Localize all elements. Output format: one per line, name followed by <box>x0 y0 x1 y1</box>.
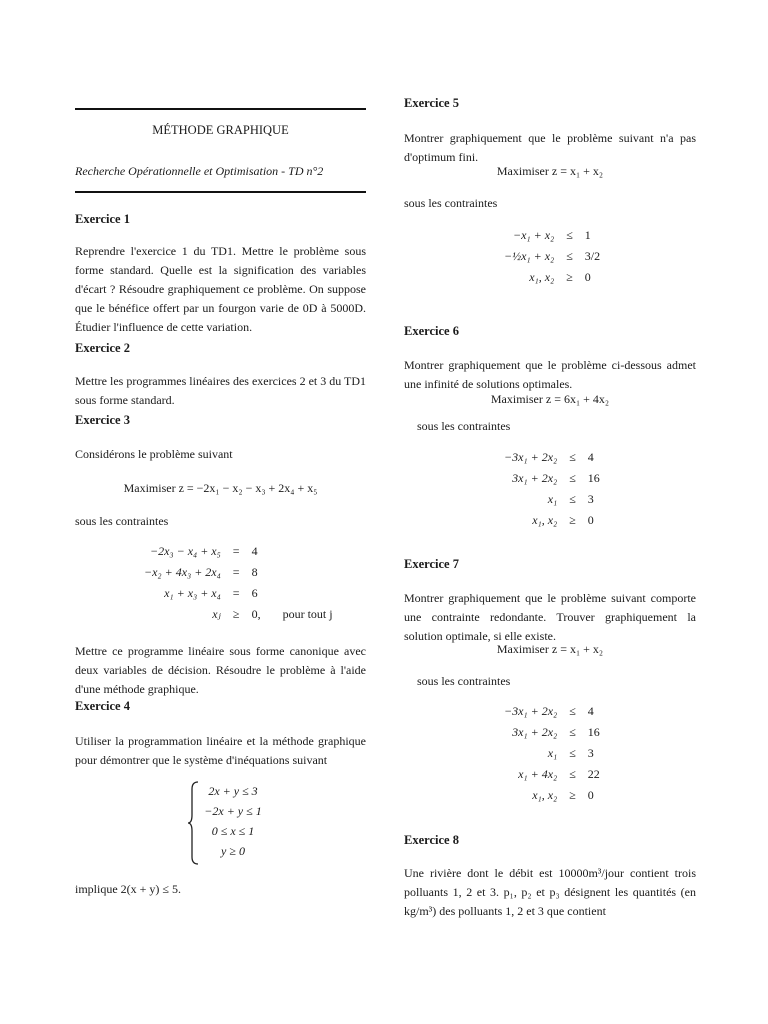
constraint-lhs: x₁ <box>547 746 558 760</box>
constraint-op: ≥ <box>569 788 576 802</box>
constraint-rhs: 4 <box>251 544 258 558</box>
system-line: 0 ≤ x ≤ 1 <box>211 824 255 838</box>
constraint-lhs: x₁, x₂ <box>532 788 558 802</box>
exercise-6-sous: sous les contraintes <box>417 419 511 433</box>
exercise-8-title: Exercice 8 <box>404 833 459 847</box>
constraint-op: ≥ <box>232 607 240 621</box>
exercise-2-text: Mettre les programmes linéaires des exercices 2 et 3 du TD1 sous forme standard. <box>75 374 367 407</box>
constraint-rhs: 16 <box>587 471 600 485</box>
constraint-note: pour tout j <box>282 607 333 621</box>
constraint-row <box>140 583 337 604</box>
constraint-row <box>500 743 604 764</box>
system-line: y ≥ 0 <box>221 844 245 858</box>
page-subtitle: Recherche Opérationnelle et Optimisation - TD n°2 <box>75 164 324 178</box>
constraint-row <box>500 510 604 531</box>
exercise-5-title: Exercice 5 <box>404 96 459 110</box>
constraint-lhs: x₁ + x₃ + x₄ <box>164 586 221 600</box>
constraint-lhs: −3x₁ + 2x₂ <box>504 450 558 464</box>
constraint-lhs: x₁, x₂ <box>529 270 555 284</box>
constraint-op: ≤ <box>569 450 576 464</box>
constraint-lhs: 3x₁ + 2x₂ <box>512 725 558 739</box>
exercise-7-text: Montrer graphiquement que le problème suivant comporte une contrainte redondante. Trouver graphiquement la solution optimale, si elle existe. <box>404 591 696 643</box>
constraint-rhs: 0 <box>587 513 594 527</box>
system-line: 2x + y ≤ 3 <box>208 784 258 798</box>
constraint-rhs: 0, <box>251 607 261 621</box>
exercise-3-intro: Considérons le problème suivant <box>75 447 233 461</box>
system-line: −2x + y ≤ 1 <box>204 804 262 818</box>
constraint-op: ≤ <box>569 492 576 506</box>
constraint-note <box>265 541 337 562</box>
constraint-row <box>140 541 337 562</box>
exercise-1-title: Exercice 1 <box>75 212 130 226</box>
constraint-lhs: x₁, x₂ <box>532 513 558 527</box>
constraint-rhs: 3 <box>587 746 594 760</box>
constraint-op: = <box>232 565 240 579</box>
exercise-7-sous: sous les contraintes <box>417 674 511 688</box>
constraint-rhs: 0 <box>584 270 591 284</box>
constraint-op: ≤ <box>566 249 573 263</box>
bottom-rule <box>75 191 366 193</box>
constraint-op: ≤ <box>569 471 576 485</box>
exercise-7-constraints <box>500 701 604 806</box>
page-title: MÉTHODE GRAPHIQUE <box>152 123 289 137</box>
constraint-rhs: 3/2 <box>584 249 601 263</box>
constraint-row <box>140 604 337 625</box>
exercise-7-title: Exercice 7 <box>404 557 459 571</box>
exercise-5-text: Montrer graphiquement que le problème suivant n'a pas d'optimum fini. <box>404 131 696 164</box>
constraint-op: ≤ <box>569 767 576 781</box>
constraint-row <box>500 246 604 267</box>
constraint-row <box>500 468 604 489</box>
constraint-op: ≤ <box>569 704 576 718</box>
constraint-row <box>500 764 604 785</box>
constraint-rhs: 16 <box>587 725 600 739</box>
constraint-op: ≤ <box>569 725 576 739</box>
exercise-4-title: Exercice 4 <box>75 699 130 713</box>
exercise-4-conclusion: implique 2(x + y) ≤ 5. <box>75 882 182 896</box>
exercise-5-objective: Maximiser z = x₁ + x₂ <box>496 164 604 178</box>
constraint-op: ≥ <box>569 513 576 527</box>
exercise-3-objective: Maximiser z = −2x₁ − x₂ − x₃ + 2x₄ + x₅ <box>123 481 318 495</box>
constraint-lhs: −½x₁ + x₂ <box>504 249 555 263</box>
exercise-6-title: Exercice 6 <box>404 324 459 338</box>
constraint-note <box>265 562 337 583</box>
constraint-lhs: x₁ + 4x₂ <box>518 767 558 781</box>
constraint-rhs: 1 <box>584 228 591 242</box>
constraint-rhs: 8 <box>251 565 258 579</box>
exercise-5-constraints <box>500 225 604 288</box>
constraint-row <box>500 785 604 806</box>
exercise-6-constraints <box>500 447 604 531</box>
constraint-lhs: 3x₁ + 2x₂ <box>512 471 558 485</box>
exercise-3-constraints <box>140 541 337 625</box>
exercise-2-title: Exercice 2 <box>75 341 130 355</box>
exercise-3-text: Mettre ce programme linéaire sous forme canonique avec deux variables de décision. Résoudre le problème à l'aide d'une méthode graphique. <box>75 644 366 696</box>
top-rule <box>75 108 366 110</box>
constraint-row <box>500 701 604 722</box>
exercise-3-sous: sous les contraintes <box>75 514 169 528</box>
constraint-op: ≥ <box>566 270 573 284</box>
constraint-rhs: 0 <box>587 788 594 802</box>
constraint-row <box>500 489 604 510</box>
constraint-lhs: x₁ <box>547 492 558 506</box>
constraint-rhs: 6 <box>251 586 258 600</box>
constraint-op: ≤ <box>569 746 576 760</box>
constraint-op: ≤ <box>566 228 573 242</box>
exercise-3-title: Exercice 3 <box>75 413 130 427</box>
constraint-row <box>500 267 604 288</box>
exercise-4-text: Utiliser la programmation linéaire et la méthode graphique pour démontrer que le système d'inéquations suivant <box>75 734 366 767</box>
constraint-lhs: −x₁ + x₂ <box>513 228 555 242</box>
exercise-6-text: Montrer graphiquement que le problème ci-dessous admet une infinité de solutions optimales. <box>404 358 696 391</box>
exercise-7-objective: Maximiser z = x₁ + x₂ <box>496 642 604 656</box>
constraint-op: = <box>232 544 240 558</box>
exercise-1-text: Reprendre l'exercice 1 du TD1. Mettre le problème sous forme standard. Quelle est la signification des variables d'écart ? Résoudre graphiquement ce problème. On suppose que le bénéfice offert par un fourgon varie de 0D à 5000D. Étudier l'influence de cette variation. <box>75 244 366 334</box>
constraint-rhs: 22 <box>587 767 600 781</box>
constraint-lhs: −2x₃ − x₄ + x₅ <box>150 544 221 558</box>
constraint-row <box>500 225 604 246</box>
constraint-row <box>500 447 604 468</box>
exercise-8-text: Une rivière dont le débit est 10000m³/jour contient trois polluants 1, 2 et 3. p₁, p₂ et p₃ désignent les quantités (en kg/m³) des polluants 1, 2 et 3 que contient <box>404 866 696 918</box>
constraint-rhs: 4 <box>587 450 594 464</box>
constraint-row <box>500 722 604 743</box>
constraint-lhs: xⱼ <box>212 607 221 621</box>
exercise-6-objective: Maximiser z = 6x₁ + 4x₂ <box>490 392 610 406</box>
constraint-lhs: −3x₁ + 2x₂ <box>504 704 558 718</box>
exercise-4-system <box>188 781 268 865</box>
exercise-5-sous: sous les contraintes <box>404 196 498 210</box>
constraint-note <box>265 583 337 604</box>
constraint-rhs: 3 <box>587 492 594 506</box>
constraint-op: = <box>232 586 240 600</box>
constraint-lhs: −x₂ + 4x₃ + 2x₄ <box>144 565 221 579</box>
constraint-row <box>140 562 337 583</box>
constraint-rhs: 4 <box>587 704 594 718</box>
